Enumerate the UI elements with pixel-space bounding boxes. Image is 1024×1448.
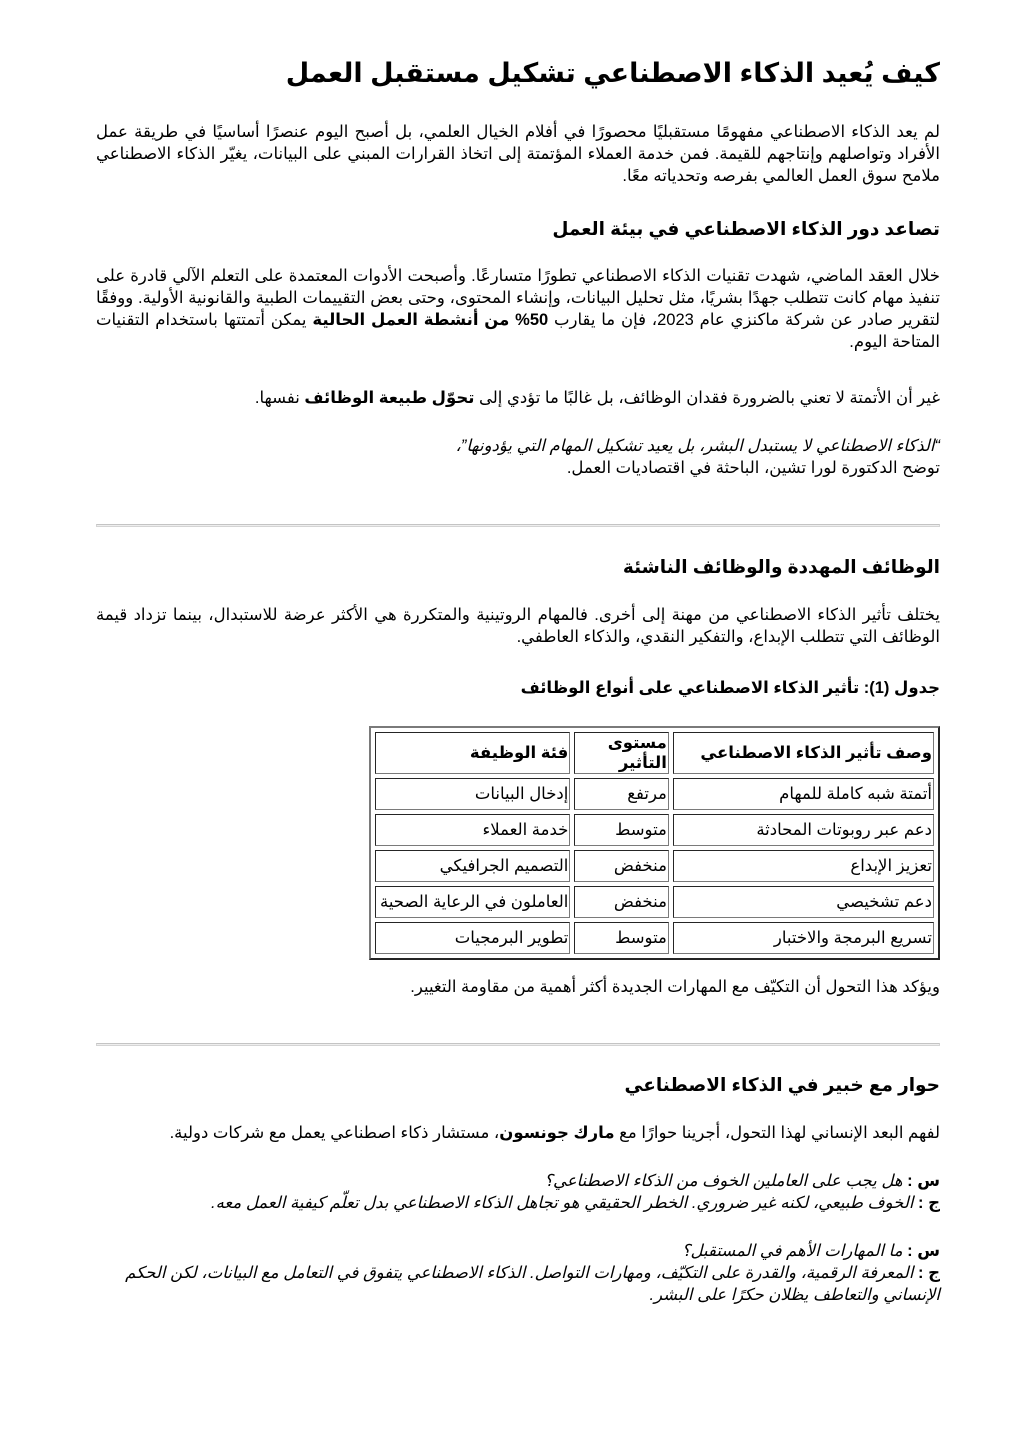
section-heading-jobs: الوظائف المهددة والوظائف الناشئة [622, 556, 940, 577]
ai-impact-table [369, 726, 940, 960]
header-description: وصف تأثير الذكاء الاصطناعي [673, 732, 934, 774]
header-job-category: فئة الوظيفة [375, 732, 570, 774]
section2-closing: ويؤكد هذا التحول أن التكيّف مع المهارات الجديدة أكثر أهمية من مقاومة التغيير. [410, 978, 940, 996]
text-run: خلال العقد الماضي، شهدت تقنيات الذكاء الاصطناعي تطورًا متسارعًا. وأصبحت الأدوات المعتمدة على التعلم الآلي قادرة على تنفيذ مهام كانت تتطلب جهدًا بشريًا، مثل تحليل البيانات، وإنشاء المحتوى، وحتى بعض التقييمات الطبية والقانونية الأولية. ووفقًا لتقرير صادر عن شركة ماكنزي عام 2023، فإن ما يقارب [96, 267, 941, 329]
cell-impact-level: مرتفع [574, 778, 669, 810]
interview-question-1 [96, 1170, 940, 1192]
expert-quote: “الذكاء الاصطناعي لا يستبدل البشر، بل يعيد تشكيل المهام التي يؤدونها”، [455, 437, 940, 455]
table-row [375, 886, 934, 918]
interview-question-2 [96, 1240, 940, 1262]
cell-job-category: تطوير البرمجيات [375, 922, 570, 954]
cell-job-category: التصميم الجرافيكي [375, 850, 570, 882]
table-row [375, 850, 934, 882]
text-run: يمكن أتمتتها باستخدام التقنيات المتاحة اليوم. [96, 311, 940, 351]
interviewee-name: مارك جونسون [499, 1124, 615, 1142]
answer-text: المعرفة الرقمية، والقدرة على التكيّف، ومهارات التواصل. الذكاء الاصطناعي يتفوق في التعامل مع البيانات، لكن الحكم الإنساني والتعاطف يظلان حكرًا على البشر. [125, 1264, 940, 1304]
highlight-text: 50% من أنشطة العمل الحالية [312, 311, 549, 329]
section1-paragraph-1 [96, 265, 940, 353]
question-text: هل يجب على العاملين الخوف من الذكاء الاصطناعي؟ [544, 1172, 908, 1190]
section2-paragraph: يختلف تأثير الذكاء الاصطناعي من مهنة إلى أخرى. فالمهام الروتينية والمتكررة هي الأكثر عرضة للاستبدال، بينما تزداد قيمة الوظائف التي تتطلب الإبداع، والتفكير النقدي، والذكاء العاطفي. [96, 606, 940, 646]
cell-impact-level: منخفض [574, 850, 669, 882]
cell-job-category: إدخال البيانات [375, 778, 570, 810]
section-divider [96, 524, 940, 527]
text-run: غير أن الأتمتة لا تعني بالضرورة فقدان الوظائف، بل غالبًا ما تؤدي إلى [474, 389, 940, 407]
text-run: ، مستشار ذكاء اصطناعي يعمل مع شركات دولية. [169, 1124, 500, 1142]
interview-answer-2 [112, 1262, 940, 1306]
section-heading-interview: حوار مع خبير في الذكاء الاصطناعي [624, 1074, 940, 1095]
answer-tag: ج : [918, 1264, 940, 1282]
cell-job-category: العاملون في الرعاية الصحية [375, 886, 570, 918]
table-row [375, 778, 934, 810]
section1-paragraph-2 [96, 387, 940, 409]
header-impact-level: مستوى التأثير [574, 732, 669, 774]
section-heading-rise-of-ai: تصاعد دور الذكاء الاصطناعي في بيئة العمل [552, 218, 940, 239]
answer-text: الخوف طبيعي، لكنه غير ضروري. الخطر الحقيقي هو تجاهل الذكاء الاصطناعي بدل تعلّم كيفية العمل معه. [211, 1194, 919, 1212]
cell-description: تعزيز الإبداع [673, 850, 934, 882]
text-run: لفهم البعد الإنساني لهذا التحول، أجرينا حوارًا مع [614, 1124, 940, 1142]
cell-description: تسريع البرمجة والاختبار [673, 922, 934, 954]
cell-impact-level: متوسط [574, 922, 669, 954]
cell-description: أتمتة شبه كاملة للمهام [673, 778, 934, 810]
question-tag: س : [907, 1242, 940, 1260]
cell-job-category: خدمة العملاء [375, 814, 570, 846]
article-title: كيف يُعيد الذكاء الاصطناعي تشكيل مستقبل العمل [285, 58, 940, 88]
interview-answer-1 [96, 1192, 940, 1214]
intro-paragraph: لم يعد الذكاء الاصطناعي مفهومًا مستقبليًا محصورًا في أفلام الخيال العلمي، بل أصبح اليوم عنصرًا أساسيًا في طريقة عمل الأفراد وتواصلهم وإنتاجهم للقيمة. فمن خدمة العملاء المؤتمتة إلى اتخاذ القرارات المبني على البيانات، يغيّر الذكاء الاصطناعي ملامح سوق العمل العالمي بفرصه وتحدياته معًا. [96, 123, 940, 185]
table-row [375, 814, 934, 846]
text-run: نفسها. [254, 389, 305, 407]
interview-intro [96, 1122, 940, 1144]
answer-tag: ج : [918, 1194, 940, 1212]
question-tag: س : [907, 1172, 940, 1190]
question-text: ما المهارات الأهم في المستقبل؟ [681, 1242, 908, 1260]
table-row [375, 922, 934, 954]
quote-attribution: توضح الدكتورة لورا تشين، الباحثة في اقتصاديات العمل. [566, 459, 940, 477]
section-divider [96, 1043, 940, 1046]
highlight-text: تحوّل طبيعة الوظائف [304, 389, 475, 407]
table-header-row [375, 732, 934, 774]
cell-description: دعم عبر روبوتات المحادثة [673, 814, 934, 846]
table-caption: جدول (1): تأثير الذكاء الاصطناعي على أنواع الوظائف [520, 679, 940, 697]
cell-description: دعم تشخيصي [673, 886, 934, 918]
cell-impact-level: متوسط [574, 814, 669, 846]
cell-impact-level: منخفض [574, 886, 669, 918]
